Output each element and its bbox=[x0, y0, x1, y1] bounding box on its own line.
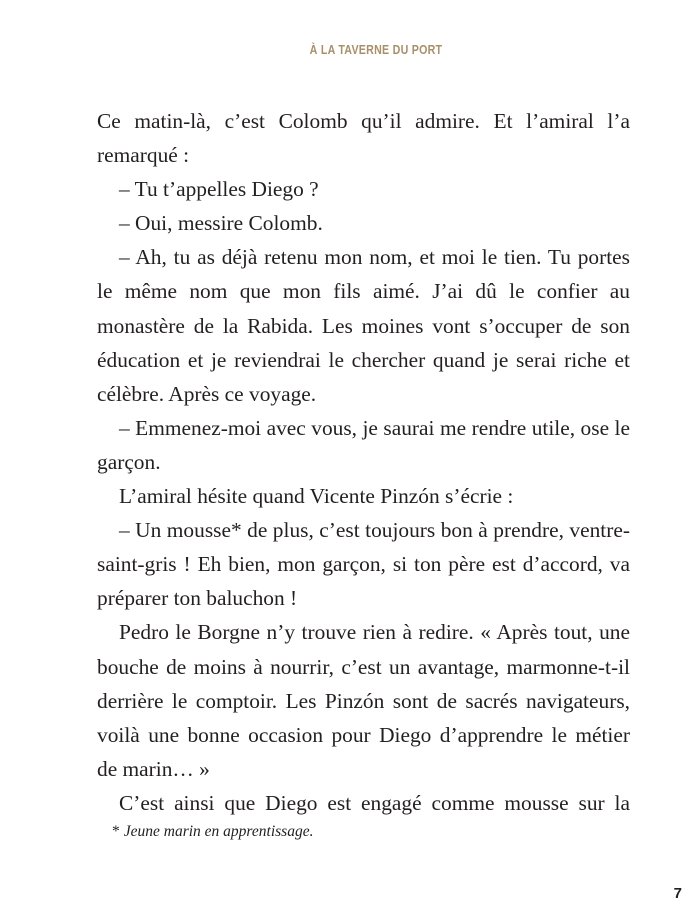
chapter-title: À LA TAVERNE DU PORT bbox=[309, 42, 443, 57]
paragraph: L’amiral hésite quand Vicente Pinzón s’écrie : bbox=[119, 484, 514, 509]
paragraph: Ce matin-là, c’est Colomb qu’il admire. Et l’amiral l’a remarqué : bbox=[97, 109, 630, 168]
dialogue-line: – Emmenez-moi avec vous, je saurai me rendre utile, ose le garçon. bbox=[97, 415, 630, 474]
page-number: 7 bbox=[673, 885, 682, 902]
dialogue-line: – Tu t’appelles Diego ? bbox=[119, 177, 319, 202]
paragraph: C’est ainsi que Diego est engagé comme mousse sur la bbox=[119, 790, 630, 815]
paragraph: Pedro le Borgne n’y trouve rien à redire. « Après tout, une bouche de moins à nourrir, c’est un avantage, marmonne-t-il derrière le comptoir. Les Pinzón sont de sacrés navigateurs, voilà une bonne occasion pour Diego d’apprendre le métier de marin… » bbox=[97, 620, 630, 781]
dialogue-line: – Un mousse* de plus, c’est toujours bon à prendre, ventre-saint-gris ! Eh bien, mon garçon, si ton père est d’accord, va préparer ton baluchon ! bbox=[97, 518, 630, 611]
footnote bbox=[112, 823, 313, 841]
footnote-text: Jeune marin en apprentissage. bbox=[123, 823, 314, 840]
footnote-marker: * bbox=[112, 823, 120, 840]
body-text bbox=[97, 104, 630, 820]
dialogue-line: – Oui, messire Colomb. bbox=[119, 211, 323, 236]
dialogue-line: – Ah, tu as déjà retenu mon nom, et moi le tien. Tu portes le même nom que mon fils aimé. J’ai dû le confier au monastère de la Rabida. Les moines vont s’occuper de son éducation et je reviendrai le chercher quand je serai riche et célèbre. Après ce voyage. bbox=[97, 245, 630, 406]
running-head bbox=[68, 42, 642, 57]
